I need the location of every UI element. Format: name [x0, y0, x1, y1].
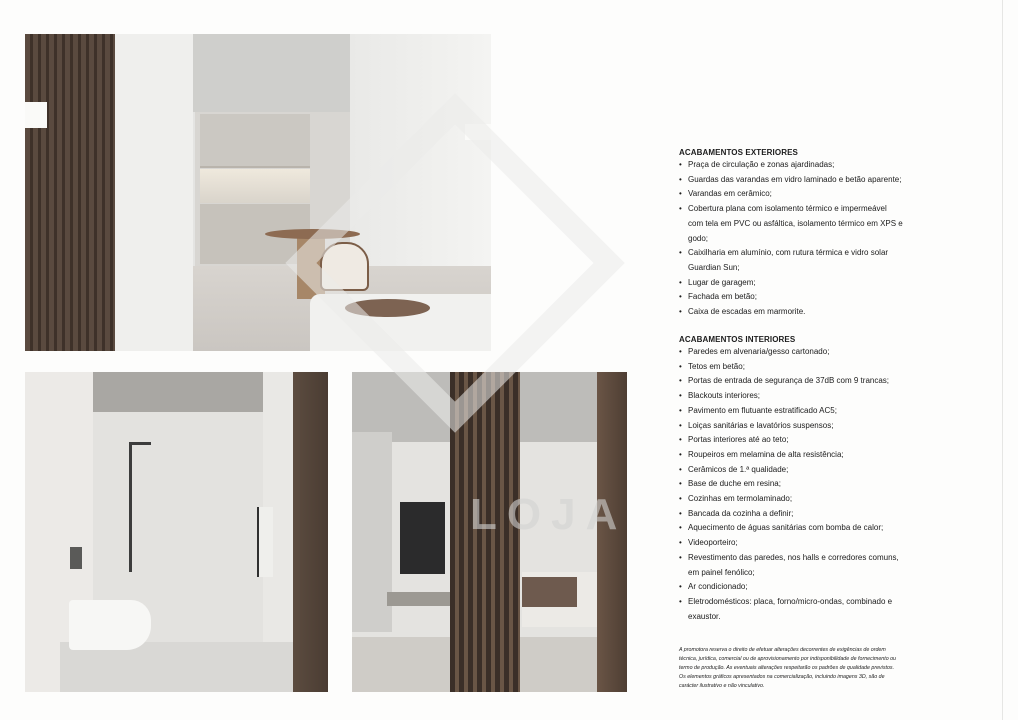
shower-head	[129, 442, 151, 445]
wall-lamp	[25, 102, 47, 128]
list-item: • Roupeiros em melamina de alta resistência;	[679, 448, 904, 463]
ceiling	[93, 372, 263, 412]
wall-tv	[400, 502, 445, 574]
upper-cabinets	[200, 114, 310, 168]
list-item: • Guardas das varandas em vidro laminado e betão aparente;	[679, 173, 904, 188]
list-item: • Cobertura plana com isolamento térmico e impermeável com tela em PVC ou asfáltica, isolamento térmico em XPS e godo;	[679, 202, 904, 246]
towel-rail	[257, 507, 273, 577]
disclaimer-text: A promotora reserva o direito de efetuar alterações decorrentes de exigências de ordem técnica, jurídica, comercial ou de aprovisionamento por indisponibilidade de fornecimento ou termo de produção. As eventuais alterações respeitarão os padrões de qualidade previstos. Os elementos gráficos apresentados na comercialização, incluindo imagens 3D, são de carácter ilustrativo e não vinculativo.	[679, 647, 897, 689]
list-item: • Fachada em betão;	[679, 290, 904, 305]
exterior-finishes-list	[679, 158, 904, 320]
list-item: • Cozinhas em termolaminado;	[679, 492, 904, 507]
interior-finishes-list	[679, 345, 904, 624]
chair	[320, 242, 369, 291]
list-item: • Bancada da cozinha a definir;	[679, 507, 904, 522]
list-item: • Base de duche em resina;	[679, 477, 904, 492]
list-item: • Loiças sanitárias e lavatórios suspensos;	[679, 419, 904, 434]
interior-finishes-section	[679, 335, 904, 624]
list-item: • Blackouts interiores;	[679, 389, 904, 404]
wood-door-panel	[293, 372, 328, 692]
list-item: • Portas de entrada de segurança de 37dB com 9 trancas;	[679, 374, 904, 389]
side-tray	[345, 299, 430, 317]
list-item: • Paredes em alvenaria/gesso cartonado;	[679, 345, 904, 360]
list-item: • Tetos em betão;	[679, 360, 904, 375]
list-item: • Aquecimento de águas sanitárias com bomba de calor;	[679, 521, 904, 536]
round-table	[265, 229, 360, 239]
exterior-finishes-section	[679, 148, 904, 320]
interior-finishes-heading: ACABAMENTOS INTERIORES	[679, 335, 796, 344]
list-item: • Videoporteiro;	[679, 536, 904, 551]
window-curtain	[352, 432, 392, 632]
list-item: • Lugar de garagem;	[679, 276, 904, 291]
bathroom-render	[25, 372, 328, 692]
list-item: • Cerâmicos de 1.ª qualidade;	[679, 463, 904, 478]
watermark-text: LOJA	[470, 490, 628, 539]
page-edge-line	[1002, 0, 1003, 720]
list-item: • Caixa de escadas em marmorite.	[679, 305, 904, 320]
kitchen-living-render	[25, 34, 491, 351]
list-item: • Eletrodomésticos: placa, forno/micro-ondas, combinado e exaustor.	[679, 595, 904, 624]
list-item: • Ar condicionado;	[679, 580, 904, 595]
exterior-finishes-heading: ACABAMENTOS EXTERIORES	[679, 148, 798, 157]
list-item: • Varandas em cerâmico;	[679, 187, 904, 202]
list-item: • Pavimento em flutuante estratificado AC5;	[679, 404, 904, 419]
list-item: • Caixilharia em alumínio, com rutura térmica e vidro solar Guardian Sun;	[679, 246, 904, 275]
left-wall	[115, 34, 193, 351]
list-item: • Praça de circulação e zonas ajardinadas;	[679, 158, 904, 173]
list-item: • Revestimento das paredes, nos halls e corredores comuns, em painel fenólico;	[679, 551, 904, 580]
wall-lamp	[465, 124, 491, 140]
wood-slat-panel	[25, 34, 115, 351]
list-item: • Portas interiores até ao teto;	[679, 433, 904, 448]
kitchen-backsplash	[200, 169, 310, 203]
flush-plate	[70, 547, 82, 569]
bed-blanket	[522, 577, 577, 607]
shower-pipe	[129, 442, 132, 572]
suspended-toilet	[69, 600, 151, 650]
